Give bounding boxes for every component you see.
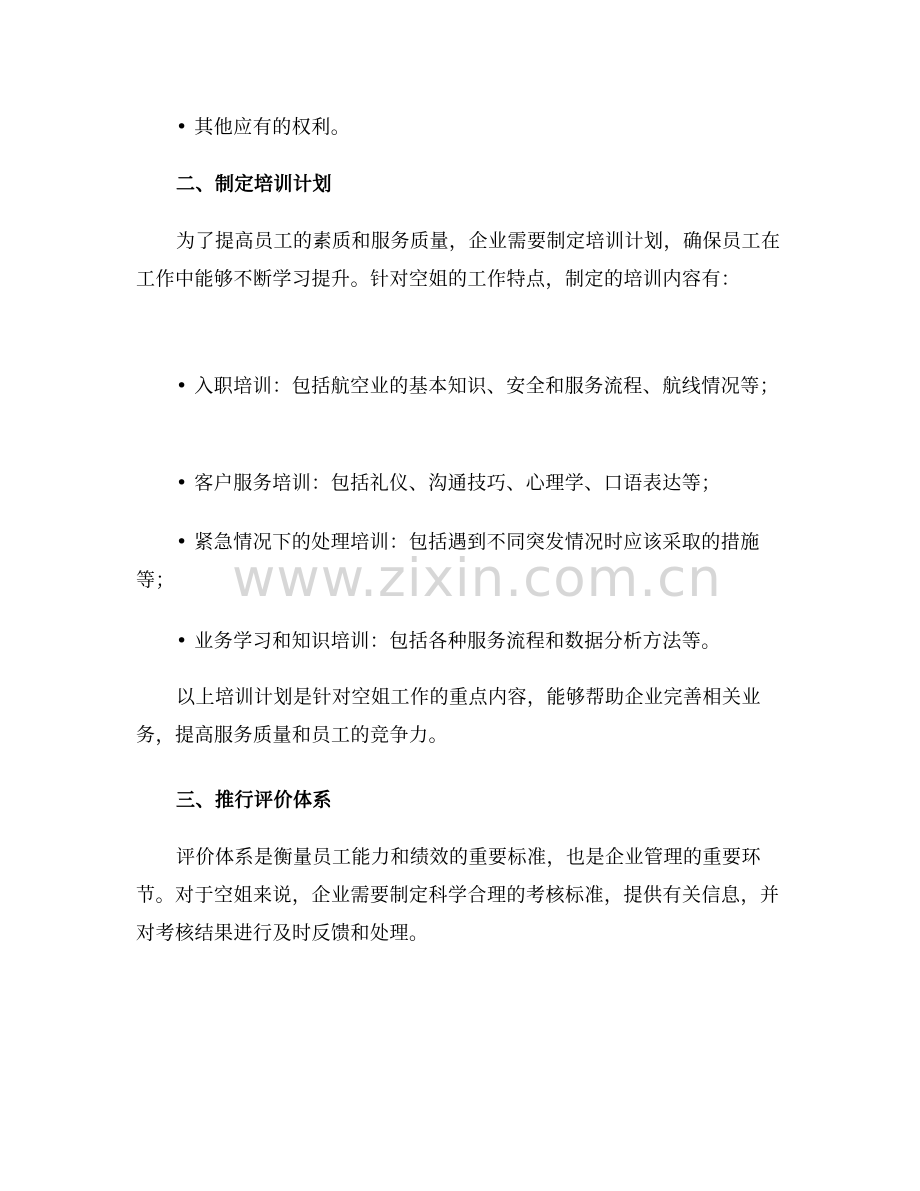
list-item-customer-service-training: • 客户服务培训：包括礼仪、沟通技巧、心理学、口语表达等；: [176, 472, 721, 494]
list-item-emergency-training: • 紧急情况下的处理培训：包括遇到不同突发情况时应该采取的措施等；: [136, 531, 760, 591]
list-item-business-training: • 业务学习和知识培训：包括各种服务流程和数据分析方法等。: [176, 630, 721, 652]
section-heading-evaluation-system: 三、推行评价体系: [176, 789, 333, 811]
paragraph-training-intro: 为了提高员工的素质和服务质量，企业需要制定培训计划，确保员工在工作中能够不断学习提升。针对空姐的工作特点，制定的培训内容有：: [136, 230, 781, 290]
section-heading-training-plan: 二、制定培训计划: [176, 173, 333, 195]
paragraph-evaluation: 评价体系是衡量员工能力和绩效的重要标准，也是企业管理的重要环节。对于空姐来说，企业需要制定科学合理的考核标准，提供有关信息，并对考核结果进行及时反馈和处理。: [136, 846, 780, 944]
paragraph-training-summary: 以上培训计划是针对空姐工作的重点内容，能够帮助企业完善相关业务，提高服务质量和员工的竞争力。: [136, 686, 762, 746]
list-item-onboarding-training: • 入职培训：包括航空业的基本知识、安全和服务流程、航线情况等；: [176, 375, 780, 397]
watermark: www.zixin.com.cn: [232, 548, 722, 609]
list-item-other-rights: • 其他应有的权利。: [176, 116, 351, 138]
